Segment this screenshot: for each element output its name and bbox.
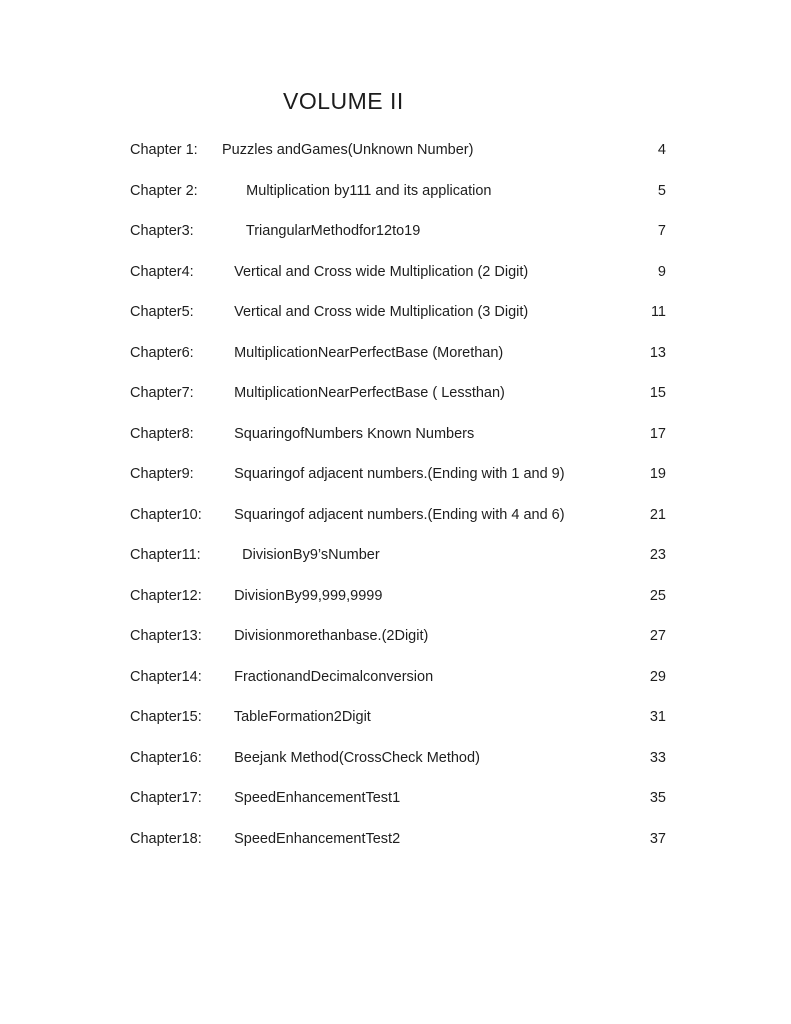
chapter-title: Squaringof adjacent numbers.(Ending with 1 and 9) — [222, 466, 565, 482]
chapter-title: SpeedEnhancementTest2 — [222, 830, 401, 847]
chapter-label: Chapter12: — [130, 587, 202, 604]
chapter-label: Chapter6: — [130, 344, 194, 361]
chapter-page-number: 4 — [657, 142, 666, 158]
chapter-page-number: 23 — [649, 547, 666, 563]
toc-entry — [130, 750, 666, 766]
chapter-title: Beejank Method(CrossCheck Method) — [222, 749, 480, 766]
chapter-label: Chapter7: — [130, 385, 194, 401]
chapter-page-number: 31 — [649, 709, 666, 725]
chapter-title: TableFormation2Digit — [222, 709, 371, 725]
toc-entry — [130, 183, 666, 199]
toc-entry — [130, 466, 666, 482]
toc-entry — [130, 426, 666, 442]
chapter-title: MultiplicationNearPerfectBase (Morethan) — [222, 344, 504, 361]
chapter-label: Chapter 1: — [130, 142, 198, 158]
toc-entry — [130, 142, 666, 158]
chapter-title: Vertical and Cross wide Multiplication (3 Digit) — [222, 304, 529, 320]
chapter-title: Divisionmorethanbase.(2Digit) — [222, 628, 429, 644]
chapter-label: Chapter9: — [130, 466, 194, 482]
toc-entry — [130, 547, 666, 563]
chapter-title: FractionandDecimalconversion — [222, 668, 434, 685]
chapter-page-number: 15 — [649, 385, 666, 401]
chapter-page-number: 25 — [649, 587, 666, 604]
chapter-title: Multiplication by111 and its application — [222, 182, 492, 199]
chapter-label: Chapter14: — [130, 668, 202, 685]
chapter-label: Chapter13: — [130, 628, 202, 644]
chapter-label: Chapter8: — [130, 425, 194, 442]
chapter-page-number: 9 — [657, 263, 666, 280]
toc-entry — [130, 304, 666, 320]
toc-entry — [130, 669, 666, 685]
chapter-title: Squaringof adjacent numbers.(Ending with 4 and 6) — [222, 506, 565, 523]
chapter-title: TriangularMethodfor12to19 — [222, 223, 421, 239]
toc-entry — [130, 628, 666, 644]
toc-entry — [130, 588, 666, 604]
chapter-page-number: 7 — [657, 223, 666, 239]
toc-entry — [130, 507, 666, 523]
chapter-page-number: 37 — [649, 830, 666, 847]
chapter-page-number: 35 — [649, 790, 666, 806]
toc-entry — [130, 831, 666, 847]
chapter-label: Chapter3: — [130, 223, 194, 239]
chapter-page-number: 21 — [649, 506, 666, 523]
chapter-page-number: 29 — [649, 668, 666, 685]
chapter-page-number: 19 — [649, 466, 666, 482]
chapter-label: Chapter18: — [130, 830, 202, 847]
chapter-title: SquaringofNumbers Known Numbers — [222, 425, 475, 442]
chapter-label: Chapter10: — [130, 506, 202, 523]
toc-entry — [130, 345, 666, 361]
toc-entry — [130, 264, 666, 280]
chapter-title: MultiplicationNearPerfectBase ( Lessthan) — [222, 385, 505, 401]
chapter-title: Puzzles andGames(Unknown Number) — [222, 142, 474, 158]
chapter-label: Chapter 2: — [130, 182, 198, 199]
chapter-page-number: 17 — [649, 425, 666, 442]
chapter-title: SpeedEnhancementTest1 — [222, 790, 401, 806]
chapter-title: DivisionBy99,999,9999 — [222, 587, 383, 604]
chapter-label: Chapter15: — [130, 709, 202, 725]
toc-entry — [130, 223, 666, 239]
chapter-page-number: 5 — [657, 182, 666, 199]
chapter-label: Chapter16: — [130, 749, 202, 766]
table-of-contents — [130, 142, 666, 847]
chapter-title: DivisionBy9’sNumber — [222, 547, 380, 563]
chapter-page-number: 11 — [650, 304, 666, 320]
chapter-title: Vertical and Cross wide Multiplication (2 Digit) — [222, 263, 529, 280]
chapter-page-number: 13 — [649, 344, 666, 361]
chapter-page-number: 27 — [649, 628, 666, 644]
chapter-page-number: 33 — [649, 749, 666, 766]
chapter-label: Chapter11: — [130, 547, 201, 563]
chapter-label: Chapter17: — [130, 790, 202, 806]
toc-entry — [130, 709, 666, 725]
page-title: VOLUME II — [283, 88, 404, 114]
toc-entry — [130, 385, 666, 401]
toc-entry — [130, 790, 666, 806]
chapter-label: Chapter5: — [130, 304, 194, 320]
chapter-label: Chapter4: — [130, 263, 194, 280]
